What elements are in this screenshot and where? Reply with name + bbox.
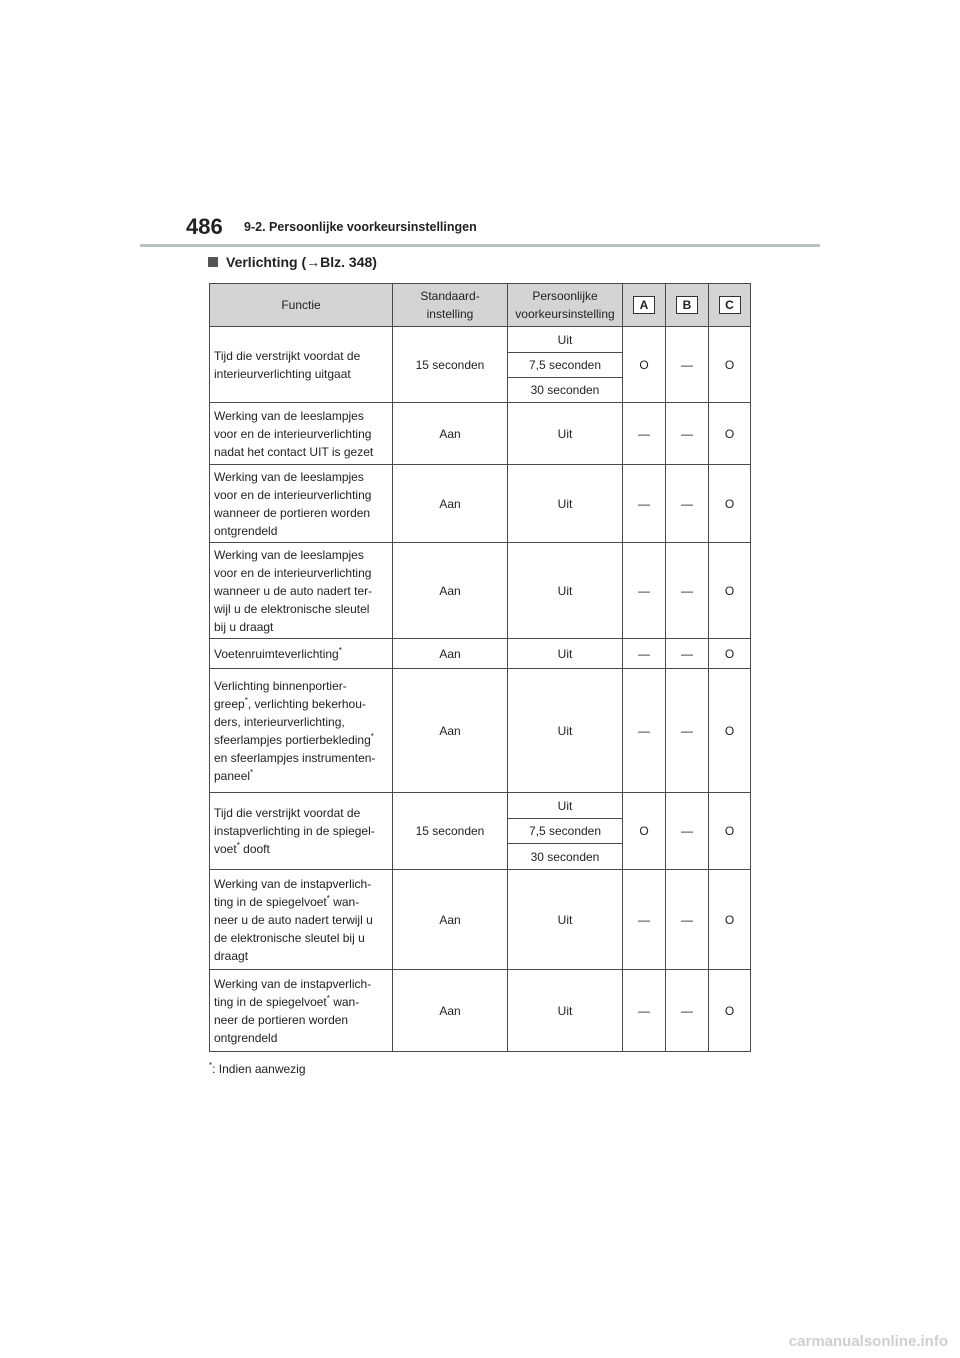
page-number: 486 bbox=[186, 214, 223, 239]
function-cell: Tijd die verstrijkt voordat de instapverlichting in de spiegel- voet* dooft bbox=[210, 793, 393, 870]
function-cell: Verlichting binnenportier- greep*, verlichting bekerhou- ders, interieurverlichting, sfeerlampjes portierbekleding* en sfeerlampjes instrumenten- paneel* bbox=[210, 669, 393, 793]
settings-table bbox=[209, 283, 751, 1052]
col-a-cell: — bbox=[623, 669, 666, 793]
col-a-cell: O bbox=[623, 327, 666, 403]
header-b bbox=[666, 284, 709, 327]
header-c bbox=[709, 284, 751, 327]
col-b-cell: — bbox=[666, 870, 709, 970]
col-c-cell: O bbox=[709, 970, 751, 1052]
table-row bbox=[210, 543, 751, 639]
col-c-cell: O bbox=[709, 327, 751, 403]
section-heading-suffix: Blz. 348) bbox=[320, 254, 377, 270]
footnote-marker: * bbox=[326, 993, 330, 1003]
custom-cell: Uit bbox=[508, 465, 623, 543]
footnote-marker: * bbox=[338, 645, 342, 655]
label-b-icon: B bbox=[676, 296, 698, 314]
col-a-cell: — bbox=[623, 870, 666, 970]
footnote-marker: * bbox=[370, 731, 374, 741]
function-cell: Werking van de leeslampjes voor en de interieurverlichting wanneer u de auto nadert ter- wijl u de elektronische sleutel bij u draagt bbox=[210, 543, 393, 639]
col-a-cell: — bbox=[623, 543, 666, 639]
default-cell: Aan bbox=[393, 870, 508, 970]
custom-cell: Uit bbox=[508, 669, 623, 793]
default-cell: Aan bbox=[393, 669, 508, 793]
default-cell: Aan bbox=[393, 465, 508, 543]
table-row bbox=[210, 870, 751, 970]
header-a bbox=[623, 284, 666, 327]
function-cell: Werking van de leeslampjes voor en de interieurverlichting wanneer de portieren worden ontgrendeld bbox=[210, 465, 393, 543]
table-row bbox=[210, 465, 751, 543]
col-a-cell: — bbox=[623, 465, 666, 543]
watermark: carmanualsonline.info bbox=[788, 1333, 948, 1350]
footnote-text: : Indien aanwezig bbox=[212, 1062, 306, 1076]
col-a-cell: — bbox=[623, 403, 666, 465]
chapter-title: 9-2. Persoonlijke voorkeursinstellingen bbox=[244, 220, 477, 234]
custom-cell: Uit bbox=[508, 639, 623, 669]
option-cell: Uit bbox=[508, 327, 623, 353]
default-cell: Aan bbox=[393, 403, 508, 465]
footnote-marker: * bbox=[236, 841, 240, 850]
option-cell: 30 seconden bbox=[508, 844, 623, 870]
table-row bbox=[210, 793, 751, 819]
footnote-marker: * bbox=[250, 767, 254, 777]
table-row bbox=[210, 970, 751, 1052]
default-cell: Aan bbox=[393, 639, 508, 669]
col-c-cell: O bbox=[709, 669, 751, 793]
custom-cell: Uit bbox=[508, 403, 623, 465]
header-custom: Persoonlijke voorkeursinstelling bbox=[508, 284, 623, 327]
label-a-icon: A bbox=[633, 296, 655, 314]
col-a-cell: O bbox=[623, 793, 666, 870]
col-b-cell: — bbox=[666, 970, 709, 1052]
col-b-cell: — bbox=[666, 403, 709, 465]
function-cell: Voetenruimteverlichting* bbox=[210, 639, 393, 669]
option-cell: 30 seconden bbox=[508, 378, 623, 403]
footnote-marker: * bbox=[326, 893, 330, 903]
custom-cell: Uit bbox=[508, 870, 623, 970]
footnote bbox=[209, 1062, 306, 1076]
function-cell: Tijd die verstrijkt voordat de interieurverlichting uitgaat bbox=[210, 327, 393, 403]
option-cell: 7,5 seconden bbox=[508, 819, 623, 844]
table-header-row bbox=[210, 284, 751, 327]
col-b-cell: — bbox=[666, 543, 709, 639]
col-c-cell: O bbox=[709, 793, 751, 870]
label-c-icon: C bbox=[719, 296, 741, 314]
header-function: Functie bbox=[210, 284, 393, 327]
option-cell: Uit bbox=[508, 793, 623, 819]
function-cell: Werking van de leeslampjes voor en de interieurverlichting nadat het contact UIT is gezet bbox=[210, 403, 393, 465]
header-default: Standaard- instelling bbox=[393, 284, 508, 327]
col-c-cell: O bbox=[709, 639, 751, 669]
col-a-cell: — bbox=[623, 970, 666, 1052]
default-cell: Aan bbox=[393, 970, 508, 1052]
square-bullet-icon bbox=[208, 257, 218, 267]
default-cell: Aan bbox=[393, 543, 508, 639]
col-b-cell: — bbox=[666, 793, 709, 870]
col-c-cell: O bbox=[709, 465, 751, 543]
table-row bbox=[210, 403, 751, 465]
default-cell: 15 seconden bbox=[393, 793, 508, 870]
col-b-cell: — bbox=[666, 327, 709, 403]
function-cell: Werking van de instapverlich- ting in de spiegelvoet* wan- neer de portieren worden ontgrendeld bbox=[210, 970, 393, 1052]
col-c-cell: O bbox=[709, 870, 751, 970]
option-cell: 7,5 seconden bbox=[508, 353, 623, 378]
footnote-marker: * bbox=[244, 695, 248, 705]
default-cell: 15 seconden bbox=[393, 327, 508, 403]
right-arrow-icon: → bbox=[306, 254, 321, 270]
col-c-cell: O bbox=[709, 543, 751, 639]
function-cell: Werking van de instapverlich- ting in de spiegelvoet* wan- neer u de auto nadert terwijl u de elektronische sleutel bij u draagt bbox=[210, 870, 393, 970]
col-b-cell: — bbox=[666, 465, 709, 543]
table-row bbox=[210, 669, 751, 793]
custom-cell: Uit bbox=[508, 543, 623, 639]
col-b-cell: — bbox=[666, 639, 709, 669]
col-c-cell: O bbox=[709, 403, 751, 465]
table-row bbox=[210, 327, 751, 353]
custom-cell: Uit bbox=[508, 970, 623, 1052]
table-row bbox=[210, 639, 751, 669]
header-divider bbox=[140, 244, 820, 247]
footnote-mark: * bbox=[209, 1061, 213, 1070]
section-heading-prefix: Verlichting ( bbox=[226, 254, 307, 270]
col-b-cell: — bbox=[666, 669, 709, 793]
section-heading bbox=[208, 254, 377, 270]
col-a-cell: — bbox=[623, 639, 666, 669]
